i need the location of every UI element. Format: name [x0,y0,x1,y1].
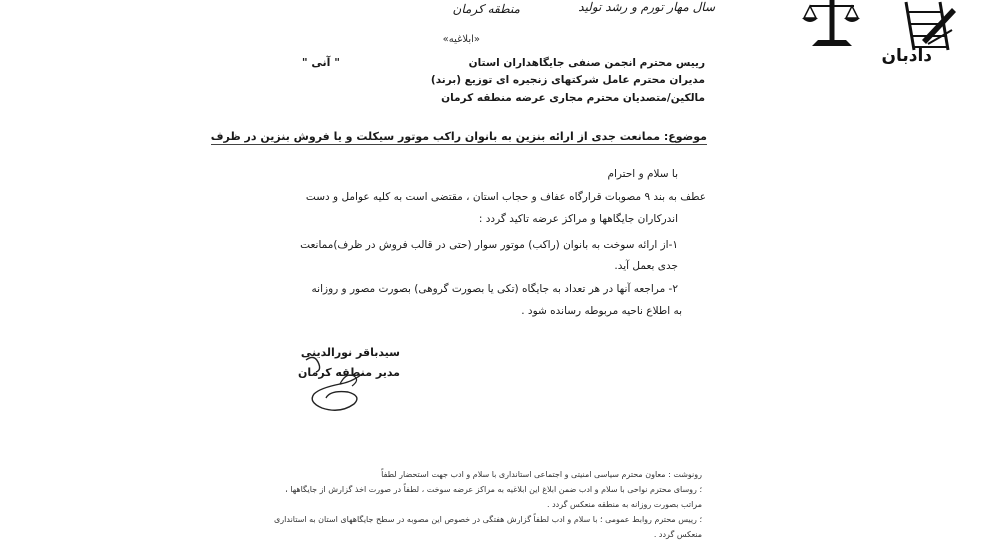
body-line: به اطلاع ناحیه مربوطه رسانده شود . [521,305,682,317]
body-line: عطف به بند ۹ مصوبات قرارگاه عفاف و حجاب استان ، مقتضی است به کلیه عوامل و دست [305,191,706,203]
greeting: با سلام و احترام [607,168,678,180]
dadban-logo [802,0,972,76]
body-line: ۲- مراجعه آنها در هر تعداد به جایگاه (تکی یا بصورت گروهی) بصورت مصور و روزانه [311,283,678,295]
cc-line: رونوشت : معاون محترم سیاسی امنیتی و اجتماعی استانداری با سلام و ادب جهت استحضار لطفاً [381,470,702,479]
logo-text: دادبان [881,46,932,66]
addressee-line: مالکین/متصدیان محترم مجاری عرضه منطقه کرمان [441,92,705,104]
letter-subject: موضوع: ممانعت جدی از ارائه بنزین به بانوان راکب موتور سیکلت و یا فروش بنزین در ظرف [210,130,707,143]
signatory-title: مدیر منطقه کرمان [298,366,400,379]
letterhead-region: منطقه کرمان [452,2,520,16]
body-line: اندرکاران جایگاهها و مراکز عرضه تاکید گردد : [478,213,678,225]
urgency-classification: " آنی " [301,56,340,69]
body-line: ۱-از ارائه سوخت به بانوان (راکب) موتور سوار (حتی در قالب فروش در ظرف)ممانعت [300,239,678,251]
cc-line: مراتب بصورت روزانه به منطقه منعکس گردد . [546,500,702,509]
notice-label: «ابلاغیه» [442,34,480,45]
letterhead-motto: سال مهار تورم و رشد تولید [578,0,715,14]
body-line: جدی بعمل آید. [614,260,678,272]
signatory-name: سیدباقر نورالدینی [300,346,400,359]
addressee-line: مدیران محترم عامل شرکتهای زنجیره ای توزیع (برند) [430,74,705,86]
handwritten-signature [300,352,380,414]
cc-line: ؛ رییس محترم روابط عمومی ؛ با سلام و ادب لطفاً گزارش هفتگی در خصوص این مصوبه در سطح جایگاههای استان به استانداری [274,515,702,524]
addressee-line: رییس محترم انجمن صنفی جایگاهداران استان [468,57,705,69]
cc-line: منعکس گردد . [653,530,702,539]
cc-line: ؛ روسای محترم نواحی با سلام و ادب ضمن ابلاغ این ابلاغیه به مراکز عرضه سوخت ، لطفاً در صورت اخذ گزارش از جایگاهها ، [285,485,702,494]
